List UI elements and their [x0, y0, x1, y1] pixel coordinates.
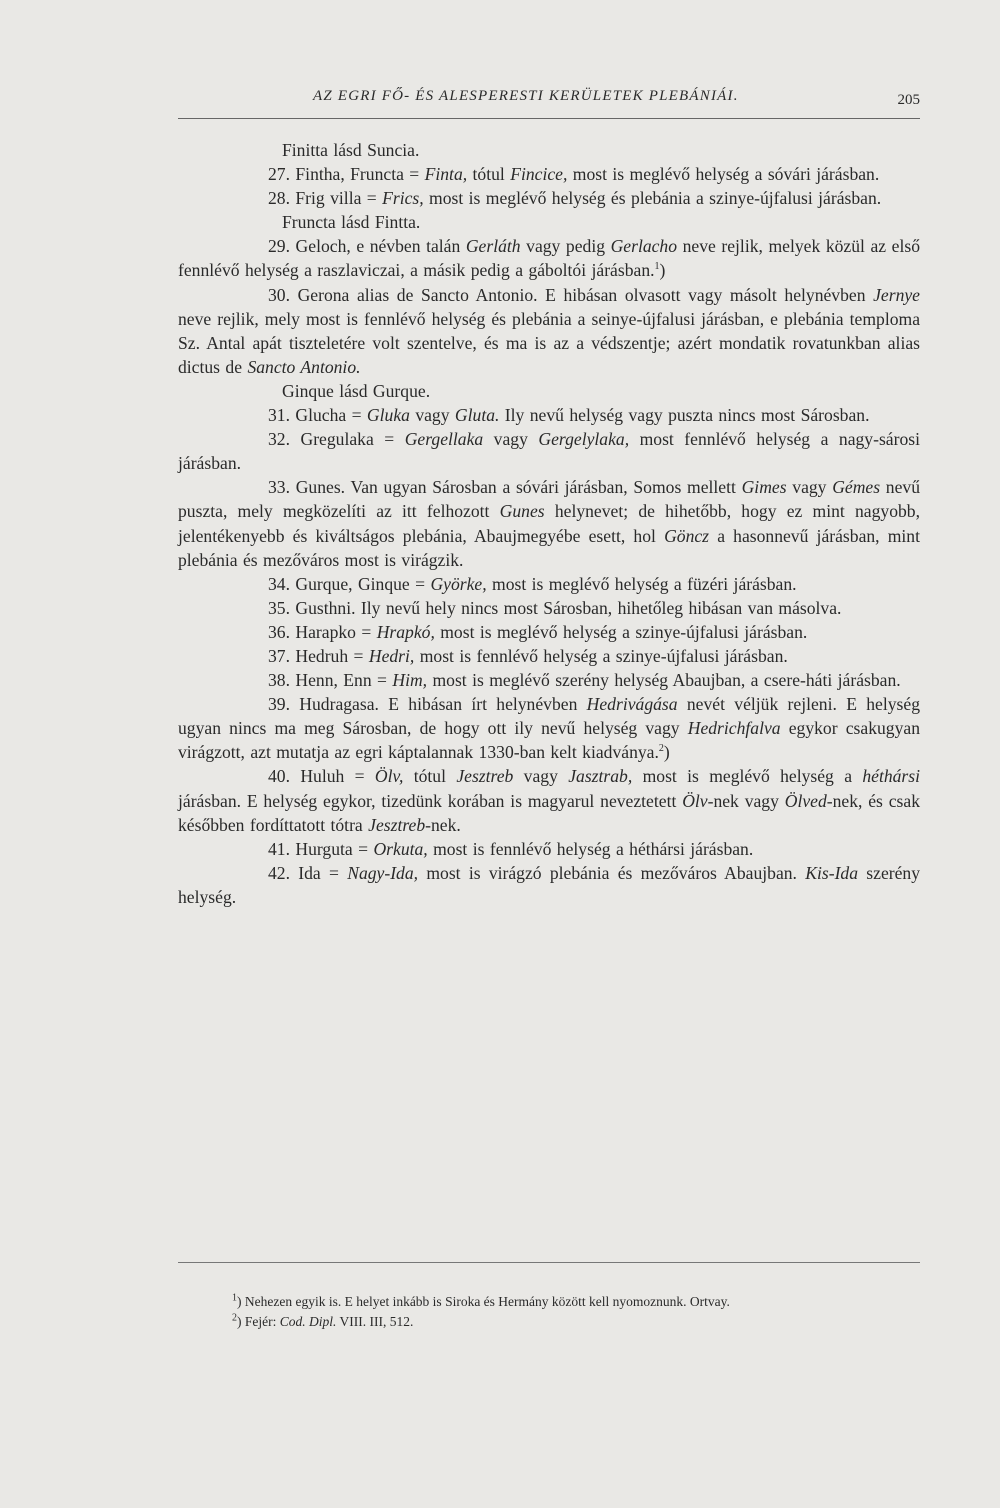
running-title: AZ EGRI FŐ- ÉS ALESPERESTI KERÜLETEK PLEBÁNIÁI. [313, 88, 739, 104]
italic-text: Fincice, [510, 164, 568, 185]
text-run: a hasonnevű járásban, mint plebánia és mezőváros most is virágzik. [178, 525, 920, 570]
text-run: -nek, és csak későbben fordíttatott tótra [178, 790, 920, 835]
text-run: ) [659, 260, 666, 281]
paragraph-p27 [178, 162, 920, 186]
italic-text: héthársi [862, 766, 921, 787]
text-run: most fennlévő helység a nagy-sárosi járásban. [178, 429, 921, 474]
italic-text: Göncz [664, 525, 710, 546]
italic-text: Frics, [382, 188, 424, 209]
italic-text: Jasztrab, [568, 766, 633, 787]
italic-text: Ölv [682, 790, 708, 811]
italic-text: Ölved [784, 790, 827, 811]
italic-text: Hedrichfalva [687, 718, 781, 739]
footnote-marker: 1 [232, 1292, 237, 1304]
text-run: -nek. [425, 814, 461, 835]
text-run: most is meglévő helység a sóvári járásban. [567, 164, 880, 185]
text-run: vagy [786, 477, 833, 498]
text-run: szerény helység. [178, 862, 921, 907]
page-header [178, 78, 920, 118]
text-run: ) Fejér: [237, 1314, 280, 1329]
text-run: VIII. III, 512. [336, 1314, 414, 1329]
paragraph-fruncta [178, 210, 920, 234]
text-run: 35. Gusthni. Ily nevű hely nincs most Sárosban, hihetőleg hibásan van másolva. [268, 597, 842, 618]
footnote-fn1 [178, 1292, 920, 1312]
paragraph-p28 [178, 186, 920, 210]
text-run: Fruncta lásd Fintta. [282, 212, 421, 233]
text-run: neve rejlik, melyek közül az első fennlévő helység a raszlaviczai, a másik pedig a gáboltói járásban. [178, 236, 921, 281]
paragraph-ginque [178, 379, 920, 403]
text-run: járásban. E helység egykor, tizedünk korában is magyarul neveztetett [178, 790, 683, 811]
italic-text: Jesztreb [456, 766, 514, 787]
header-rule [178, 118, 920, 119]
italic-text: Jernye [873, 284, 920, 305]
text-run: most is meglévő helység a [632, 766, 863, 787]
italic-text: Kis-Ida [805, 862, 859, 883]
text-run: tótul [467, 164, 511, 185]
text-run: most is meglévő szerény helység Abaujban, a csere-háti járásban. [427, 670, 901, 691]
italic-text: Orkuta, [373, 838, 428, 859]
paragraph-p36 [178, 620, 920, 644]
text-run: -nek vagy [707, 790, 785, 811]
text-run: vagy [513, 766, 569, 787]
italic-text: Ölv, [374, 766, 404, 787]
text-run: 30. Gerona alias de Sancto Antonio. E hibásan olvasott vagy másolt helynévben [268, 284, 874, 305]
text-run: vagy [483, 429, 539, 450]
paragraph-finitta [178, 138, 920, 162]
italic-text: Sancto Antonio. [247, 356, 361, 377]
text-run: Finitta lásd Suncia. [282, 140, 420, 160]
paragraph-p33 [178, 475, 920, 571]
text-run: 34. Gurque, Ginque = [268, 573, 431, 594]
italic-text: Gerlacho [610, 236, 678, 257]
italic-text: Finta, [424, 164, 468, 185]
paragraph-p37 [178, 644, 920, 668]
text-run: 37. Hedruh = [268, 645, 369, 666]
italic-text: Jesztreb [368, 814, 426, 835]
text-run: most is meglévő helység a szinye-újfalusi járásban. [434, 621, 808, 642]
paragraph-p40 [178, 764, 920, 836]
footnote-marker: 1 [654, 261, 660, 273]
italic-text: Gimes [741, 477, 787, 498]
paragraph-p35 [178, 596, 920, 620]
italic-text: Györke, [430, 573, 487, 594]
text-run: 32. Gregulaka = [268, 429, 405, 450]
paragraph-p34 [178, 572, 920, 596]
italic-text: Nagy-Ida, [347, 862, 419, 883]
paragraph-p32 [178, 427, 920, 475]
text-run: 38. Henn, Enn = [268, 670, 393, 691]
text-run: tótul [403, 766, 457, 787]
text-run: 36. Harapko = [268, 621, 377, 642]
italic-text: Gémes [832, 477, 881, 498]
italic-text: Hedrivágása [586, 694, 678, 715]
text-run: 41. Hurguta = [268, 838, 374, 859]
text-run: 39. Hudragasa. E hibásan írt helynévben [268, 694, 587, 715]
text-run: vagy pedig [520, 236, 611, 257]
text-run: 33. Gunes. Van ugyan Sárosban a sóvári járásban, Somos mellett [268, 477, 742, 498]
text-run: ) Nehezen egyik is. E helyet inkább is Siroka és Hermány között kell nyomoznunk. Ortvay. [237, 1294, 730, 1309]
text-run: 31. Glucha = [268, 405, 367, 426]
italic-text: Hrapkó, [376, 621, 435, 642]
italic-text: Gunes [499, 501, 545, 522]
text-run: neve rejlik, mely most is fennlévő helység és plebánia a seinye-újfalusi járásban, e plebánia temploma Sz. Antal apát tiszteletére volt szentelve, és ma is az a védszentje; azért mondatik rovatunkban alias dictus de [178, 308, 920, 377]
paragraph-p30 [178, 283, 920, 379]
page-number: 205 [897, 92, 920, 108]
paragraph-p39 [178, 692, 920, 764]
footnote-fn2 [178, 1312, 920, 1332]
italic-text: Gergellaka [404, 429, 484, 450]
footnote-marker: 2 [658, 743, 664, 755]
italic-text: Gerláth [465, 236, 521, 257]
text-run: egykor csakugyan virágzott, azt mutatja az egri káptalannak 1330-ban kelt kiadványa. [178, 718, 920, 763]
text-run: helynevet; de hihetőbb, hogy ez mint nagyobb, jelentékenyebb és kiváltságos plebánia, Abaujmegyébe esett, hol [178, 501, 920, 546]
text-run: most is meglévő helység és plebánia a szinye-újfalusi járásban. [423, 188, 882, 209]
text-run: most is fennlévő helység a héthársi járásban. [427, 838, 754, 859]
paragraph-p38 [178, 668, 920, 692]
footnote-marker: 2 [232, 1312, 237, 1324]
text-run: 28. Frig villa = [268, 188, 383, 209]
paragraph-p42 [178, 861, 920, 909]
footnotes [178, 1292, 920, 1332]
footnote-rule [178, 1262, 920, 1263]
text-run: 42. Ida = [268, 862, 348, 883]
text-run: ) [663, 742, 670, 763]
paragraph-p41 [178, 837, 920, 861]
text-run: 40. Huluh = [268, 766, 375, 787]
text-run: 27. Fintha, Fruncta = [268, 164, 425, 185]
text-run: vagy [409, 405, 455, 426]
text-run: most is fennlévő helység a szinye-újfalusi járásban. [414, 645, 788, 666]
italic-text: Gluta. [454, 405, 500, 426]
italic-text: Cod. Dipl. [279, 1314, 337, 1329]
italic-text: Gluka [366, 405, 410, 426]
text-run: 29. Geloch, e névben talán [268, 236, 466, 257]
italic-text: Hedri, [368, 645, 415, 666]
text-run: most is meglévő helység a füzéri járásban. [486, 573, 797, 594]
paragraph-p31 [178, 403, 920, 427]
text-run: most is virágzó plebánia és mezőváros Abaujban. [418, 862, 806, 883]
text-run: nevű puszta, mely megközelíti az itt felhozott [178, 477, 920, 522]
text-run: Ily nevű helység vagy puszta nincs most Sárosban. [499, 405, 870, 426]
italic-text: Him, [392, 670, 428, 691]
italic-text: Gergelylaka, [538, 429, 630, 450]
text-run: Ginque lásd Gurque. [282, 380, 431, 401]
text-run: nevét véljük rejleni. E helység ugyan nincs ma meg Sárosban, de hogy ott ily nevű helység vagy [178, 694, 920, 739]
paragraph-p29 [178, 234, 920, 282]
body-text [178, 138, 920, 909]
